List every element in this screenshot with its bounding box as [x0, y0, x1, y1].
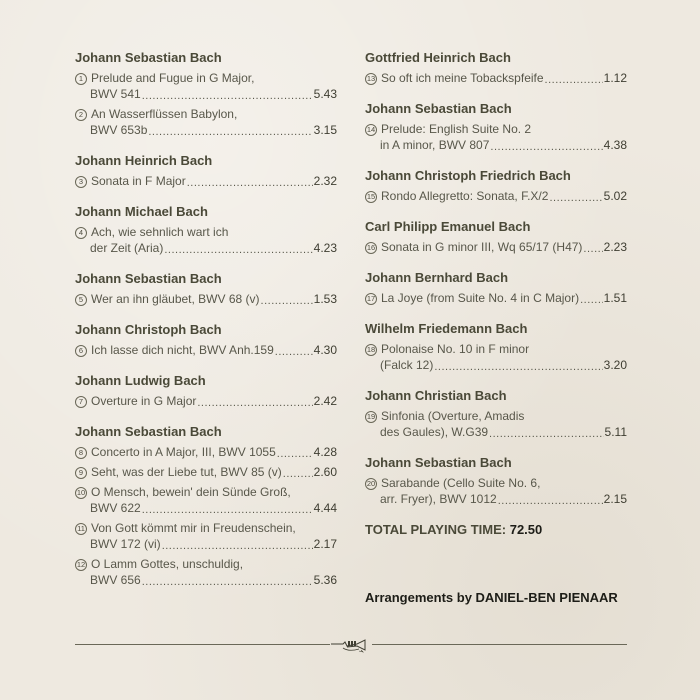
- track-duration: 4.44: [313, 501, 337, 515]
- track-title: Von Gott kömmt mir in Freudenschein,: [91, 521, 296, 535]
- track-item: [365, 408, 627, 440]
- track-title: BWV 653b: [90, 123, 148, 137]
- track-duration: 3.15: [313, 123, 337, 137]
- track-duration: 2.32: [313, 174, 337, 188]
- composer-name: Johann Sebastian Bach: [75, 424, 222, 439]
- composer-name: Wilhelm Friedemann Bach: [365, 321, 528, 336]
- composer-group: [365, 168, 627, 204]
- track-duration: 5.02: [603, 189, 627, 203]
- track-item: [365, 121, 627, 153]
- dot-leader: [148, 124, 312, 138]
- track-number: 8: [75, 447, 87, 459]
- composer-group: [365, 321, 627, 373]
- arrangements-credit: Arrangements by DANIEL-BEN PIENAAR: [365, 590, 618, 605]
- track-title: Sonata in F Major: [91, 174, 186, 188]
- total-playing-time: [365, 522, 627, 537]
- track-number: 4: [75, 227, 87, 239]
- composer-group: [365, 270, 627, 306]
- track-title: Sinfonia (Overture, Amadis: [381, 409, 525, 423]
- track-item: [365, 70, 627, 86]
- track-duration: 4.28: [313, 445, 337, 459]
- track-number: 16: [366, 243, 376, 252]
- composer-name: Johann Sebastian Bach: [75, 50, 222, 65]
- track-item: [75, 291, 337, 307]
- dot-leader: [142, 574, 313, 588]
- track-duration: 2.23: [603, 240, 627, 254]
- track-title: Ich lasse dich nicht, BWV Anh.159: [91, 343, 274, 357]
- track-item: [75, 173, 337, 189]
- track-item: [365, 188, 627, 204]
- track-number: 9: [75, 467, 87, 479]
- track-title: Concerto in A Major, III, BWV 1055: [91, 445, 276, 459]
- track-item: [75, 342, 337, 358]
- composer-group: [75, 424, 337, 588]
- track-title: Prelude and Fugue in G Major,: [91, 71, 255, 85]
- track-title: Wer an ihn gläubet, BWV 68 (v): [91, 292, 260, 306]
- track-item: [365, 475, 627, 507]
- track-title: BWV 622: [90, 501, 141, 515]
- track-title: Seht, was der Liebe tut, BWV 85 (v): [91, 465, 282, 479]
- dot-leader: [545, 72, 603, 86]
- track-number: 5: [75, 294, 87, 306]
- dot-leader: [261, 293, 313, 307]
- track-duration: 2.17: [313, 537, 337, 551]
- track-item: [365, 239, 627, 255]
- composer-name: Gottfried Heinrich Bach: [365, 50, 511, 65]
- track-number: 6: [75, 345, 87, 357]
- track-title: Polonaise No. 10 in F minor: [381, 342, 530, 356]
- track-title: Sarabande (Cello Suite No. 6,: [381, 476, 541, 490]
- track-item: [75, 70, 337, 102]
- track-duration: 5.36: [313, 573, 337, 587]
- track-item: [365, 341, 627, 373]
- track-item: [75, 464, 337, 480]
- dot-leader: [142, 502, 313, 516]
- track-number: 1: [75, 73, 87, 85]
- track-number: 13: [366, 74, 376, 83]
- track-title: An Wasserflüssen Babylon,: [91, 107, 238, 121]
- track-title: des Gaules), W.G39: [380, 425, 489, 439]
- composer-name: Johann Christoph Friedrich Bach: [365, 168, 571, 183]
- dot-leader: [283, 466, 313, 480]
- track-item: [75, 520, 337, 552]
- track-title: Ach, wie sehnlich wart ich: [91, 225, 229, 239]
- dot-leader: [142, 88, 313, 102]
- track-title: Sonata in G minor III, Wq 65/17 (H47): [381, 240, 583, 254]
- track-duration: 1.53: [313, 292, 337, 306]
- composer-name: Johann Ludwig Bach: [75, 373, 206, 388]
- track-number: 15: [366, 192, 376, 201]
- track-item: [75, 556, 337, 588]
- track-duration: 3.20: [603, 358, 627, 372]
- track-number: 3: [75, 176, 87, 188]
- track-duration: 2.60: [313, 465, 337, 479]
- dot-leader: [197, 395, 312, 409]
- dot-leader: [490, 139, 602, 153]
- total-label: TOTAL PLAYING TIME:: [365, 522, 507, 537]
- track-title: Overture in G Major: [91, 394, 197, 408]
- track-title: BWV 172 (vi): [90, 537, 161, 551]
- composer-group: [365, 219, 627, 255]
- track-number: 14: [366, 125, 376, 134]
- dot-leader: [583, 241, 602, 255]
- composer-name: Johann Sebastian Bach: [365, 101, 512, 116]
- composer-name: Johann Sebastian Bach: [365, 455, 512, 470]
- track-title: So oft ich meine Tobackspfeife: [381, 71, 544, 85]
- track-number: 2: [75, 109, 87, 121]
- composer-name: Johann Christoph Bach: [75, 322, 222, 337]
- track-list-right: [365, 50, 627, 537]
- track-number: 19: [366, 412, 376, 421]
- composer-name: Johann Michael Bach: [75, 204, 208, 219]
- track-number: 10: [76, 488, 86, 497]
- total-value: 72.50: [509, 522, 543, 537]
- composer-group: [75, 271, 337, 307]
- track-duration: 4.30: [313, 343, 337, 357]
- composer-name: Carl Philipp Emanuel Bach: [365, 219, 531, 234]
- composer-group: [365, 388, 627, 440]
- composer-group: [75, 322, 337, 358]
- dot-leader: [277, 446, 313, 460]
- track-title: der Zeit (Aria): [90, 241, 164, 255]
- track-title: O Mensch, bewein' dein Sünde Groß,: [91, 485, 291, 499]
- track-title: in A minor, BWV 807: [380, 138, 490, 152]
- dot-leader: [498, 493, 603, 507]
- track-duration: 2.15: [603, 492, 627, 506]
- composer-group: [75, 50, 337, 138]
- trumpet-ornament-icon: [329, 636, 373, 654]
- dot-leader: [549, 190, 602, 204]
- track-item: [75, 224, 337, 256]
- footer-divider-right: [372, 644, 627, 645]
- track-number: 20: [366, 479, 376, 488]
- track-number: 12: [76, 560, 86, 569]
- footer-divider-left: [75, 644, 330, 645]
- track-number: 17: [366, 294, 376, 303]
- track-item: [365, 290, 627, 306]
- track-title: Prelude: English Suite No. 2: [381, 122, 532, 136]
- track-item: [75, 393, 337, 409]
- track-duration: 4.38: [603, 138, 627, 152]
- composer-group: [75, 373, 337, 409]
- track-number: 18: [366, 345, 376, 354]
- track-duration: 5.43: [313, 87, 337, 101]
- track-item: [75, 106, 337, 138]
- track-title: O Lamm Gottes, unschuldig,: [91, 557, 244, 571]
- track-list-left: [75, 50, 337, 603]
- dot-leader: [580, 292, 603, 306]
- dot-leader: [434, 359, 602, 373]
- track-duration: 5.11: [604, 425, 627, 439]
- track-title: (Falck 12): [380, 358, 434, 372]
- track-title: La Joye (from Suite No. 4 in C Major): [381, 291, 580, 305]
- track-duration: 1.51: [603, 291, 627, 305]
- composer-group: [75, 153, 337, 189]
- track-number: 11: [75, 523, 87, 535]
- dot-leader: [489, 426, 603, 440]
- track-number: 7: [75, 396, 87, 408]
- track-item: [75, 484, 337, 516]
- dot-leader: [275, 344, 313, 358]
- track-duration: 2.42: [313, 394, 337, 408]
- track-title: Rondo Allegretto: Sonata, F.X/2: [381, 189, 549, 203]
- composer-name: Johann Sebastian Bach: [75, 271, 222, 286]
- composer-name: Johann Bernhard Bach: [365, 270, 509, 285]
- composer-group: [365, 50, 627, 86]
- track-duration: 1.12: [603, 71, 627, 85]
- track-item: [75, 444, 337, 460]
- composer-name: Johann Heinrich Bach: [75, 153, 213, 168]
- track-title: arr. Fryer), BWV 1012: [380, 492, 497, 506]
- dot-leader: [187, 175, 313, 189]
- track-title: BWV 541: [90, 87, 141, 101]
- composer-group: [75, 204, 337, 256]
- track-title: BWV 656: [90, 573, 141, 587]
- composer-name: Johann Christian Bach: [365, 388, 507, 403]
- track-duration: 4.23: [313, 241, 337, 255]
- composer-group: [365, 455, 627, 507]
- dot-leader: [164, 242, 312, 256]
- composer-group: [365, 101, 627, 153]
- dot-leader: [162, 538, 313, 552]
